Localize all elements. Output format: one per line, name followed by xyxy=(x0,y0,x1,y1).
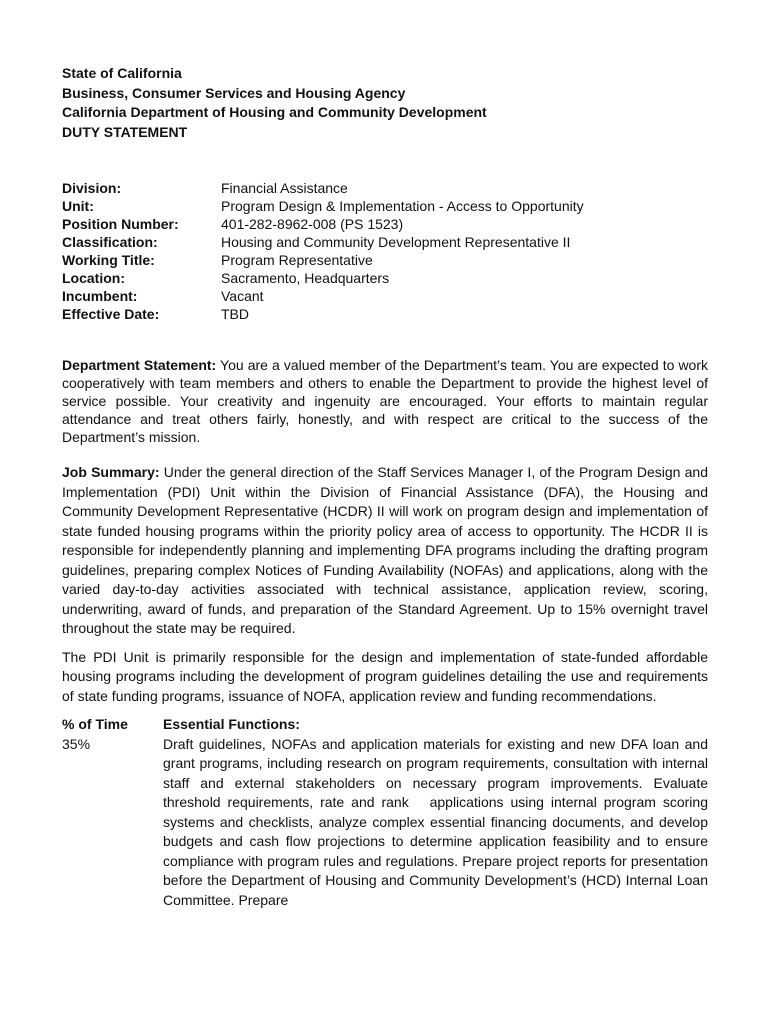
department-statement-text: You are a valued member of the Department’s team. You are expected to work cooperatively with team members and others to enable the Department to provide the highest level of service possible. Your creativity and ingenuity are encouraged. Your efforts to maintain regular attendance and treat others fairly, honestly, and with respect are critical to the success of the Department’s mission. xyxy=(62,357,709,445)
essential-functions-header: Essential Functions: xyxy=(163,716,300,732)
header-department: California Department of Housing and Community Development xyxy=(62,104,487,120)
pdi-unit-paragraph: The PDI Unit is primarily responsible for the design and implementation of state-funded affordable housing programs including the development of program guidelines detailing the use and requirements of state funding programs, issuance of NOFA, application review and funding recommendations. xyxy=(62,648,708,704)
position-number-label: Position Number: xyxy=(62,216,179,232)
effective-date-label: Effective Date: xyxy=(62,306,160,322)
location-value: Sacramento, Headquarters xyxy=(221,270,390,286)
function-percent: 35% xyxy=(62,735,91,752)
function-description: Draft guidelines, NOFAs and application materials for existing and new DFA loan and grant programs, including research on program requirements, consultation with internal staff and external stakeholders on necessary program improvements. Evaluate threshold requirements, rate and rank applications using internal program scoring systems and checklists, analyze complex essential financing documents, and develop budgets and cash flow projections to determine application feasibility and to ensure compliance with program rules and regulations. Prepare project reports for presentation before the Department of Housing and Community Development’s (HCD) Internal Loan Committee. Prepare xyxy=(163,735,712,908)
effective-date-value: TBD xyxy=(221,306,249,322)
location-label: Location: xyxy=(62,270,125,286)
position-info-table xyxy=(62,179,708,323)
working-title-label: Working Title: xyxy=(62,252,155,268)
incumbent-value: Vacant xyxy=(221,288,264,304)
job-summary-label: Job Summary: xyxy=(62,464,160,480)
working-title-value: Program Representative xyxy=(221,252,373,268)
department-statement xyxy=(62,356,708,446)
classification-label: Classification: xyxy=(62,234,158,250)
department-statement-label: Department Statement: xyxy=(62,357,217,373)
header-state: State of California xyxy=(62,65,182,81)
header-agency: Business, Consumer Services and Housing Agency xyxy=(62,84,406,101)
unit-value: Program Design & Implementation - Access to Opportunity xyxy=(221,198,584,214)
division-label: Division: xyxy=(62,180,122,196)
header-document-title: DUTY STATEMENT xyxy=(62,123,188,140)
job-summary-text: Under the general direction of the Staff Services Manager I, of the Program Design and Implementation (PDI) Unit within the Division of Financial Assistance (DFA), the Housing and Community Development Representative (HCDR) II will work on program design and implementation of state funded housing programs within the priority policy area of access to opportunity. The HCDR II is responsible for independently planning and implementing DFA programs including the drafting program guidelines, preparing complex Notices of Funding Availability (NOFAs) and applications, along with the varied day-to-day activities associated with technical assistance, application review, scoring, underwriting, award of funds, and preparation of the Standard Agreement. Up to 15% overnight travel throughout the state may be required. xyxy=(62,464,708,636)
percent-time-header: % of Time xyxy=(62,716,128,732)
job-summary xyxy=(62,463,708,639)
classification-value: Housing and Community Development Representative II xyxy=(221,234,571,250)
incumbent-label: Incumbent: xyxy=(62,288,138,304)
unit-label: Unit: xyxy=(62,198,94,214)
division-value: Financial Assistance xyxy=(221,180,348,196)
essential-functions-table xyxy=(62,715,712,910)
duty-statement-page xyxy=(62,64,712,910)
document-header xyxy=(62,64,708,142)
position-number-value: 401-282-8962-008 (PS 1523) xyxy=(221,216,404,232)
